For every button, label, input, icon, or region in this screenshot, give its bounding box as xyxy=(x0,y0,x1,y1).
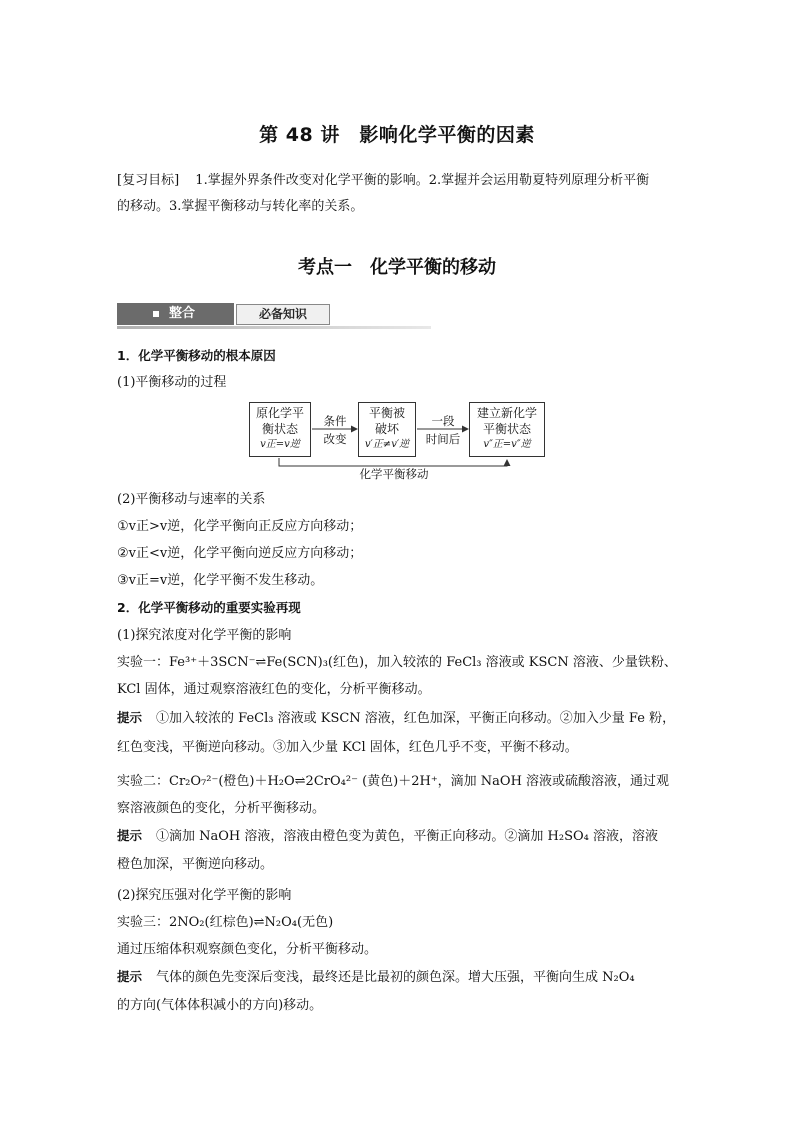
hint-2-line2: 橙色加深，平衡逆向移动。 xyxy=(117,857,274,872)
experiment-1-line2: KCl 固体，通过观察溶液红色的变化，分析平衡移动。 xyxy=(117,682,431,697)
flow-arrow2-line1: 一段 xyxy=(431,414,455,428)
flow-arrow2-line2: 时间后 xyxy=(425,432,461,446)
section-banner xyxy=(117,303,431,329)
experiment-1-line1: 实验一：Fe³⁺＋3SCN⁻⇌Fe(SCN)₃(红色)，加入较浓的 FeCl₃ 溶液或 KSCN 溶液、少量铁粉、 xyxy=(117,655,677,670)
hint-1-text1: ①加入较浓的 FeCl₃ 溶液或 KSCN 溶液，红色加深，平衡正向移动。②加入少量 Fe 粉， xyxy=(156,711,676,726)
heading-1: 1．化学平衡移动的根本原因 xyxy=(117,348,276,363)
experiment-3-line1: 实验三：2NO₂(红棕色)⇌N₂O₄(无色) xyxy=(117,915,334,930)
banner-right-label: 必备知识 xyxy=(236,304,330,325)
hint-label: 提示 xyxy=(117,828,143,843)
rate-rule-3: ③v正=v逆，化学平衡不发生移动。 xyxy=(117,573,324,588)
hint-3-text1: 气体的颜色先变深后变浅，最终还是比最初的颜色深。增大压强，平衡向生成 N₂O₄ xyxy=(156,970,635,985)
subheading-2-1: (1)探究浓度对化学平衡的影响 xyxy=(117,628,292,643)
square-bullet-icon xyxy=(153,311,159,317)
flow-box1-line3: v正=v逆 xyxy=(260,439,300,450)
experiment-3-line2: 通过压缩体积观察颜色变化，分析平衡移动。 xyxy=(117,942,378,957)
section-title: 考点一 化学平衡的移动 xyxy=(298,257,496,278)
flow-box2-line3: v′正≠v′逆 xyxy=(364,439,410,450)
hint-3-line1 xyxy=(117,967,687,988)
hint-3-line2: 的方向(气体体积减小的方向)移动。 xyxy=(117,998,323,1013)
hint-1-line1 xyxy=(117,708,687,729)
experiment-2-line2: 察溶液颜色的变化，分析平衡移动。 xyxy=(117,801,326,816)
experiment-2-line1: 实验二：Cr₂O₇²⁻(橙色)＋H₂O⇌2CrO₄²⁻ (黄色)＋2H⁺，滴加 NaOH 溶液或硫酸溶液，通过观 xyxy=(117,774,670,789)
flow-box3-line1: 建立新化学 xyxy=(476,406,537,420)
banner-underline xyxy=(117,326,431,329)
flow-box1-line1: 原化学平 xyxy=(255,406,304,420)
hint-label: 提示 xyxy=(117,710,143,725)
subheading-2-2: (2)探究压强对化学平衡的影响 xyxy=(117,888,292,903)
flow-box2-line2: 破坏 xyxy=(374,422,399,436)
flow-box3-line3: v″正=v″逆 xyxy=(483,439,531,450)
flow-label-shift: 化学平衡移动 xyxy=(359,467,429,481)
flow-box1-line2: 衡状态 xyxy=(261,422,298,436)
subheading-1-1: (1)平衡移动的过程 xyxy=(117,375,227,390)
banner-dark-tab xyxy=(117,303,234,325)
hint-2-line1 xyxy=(117,826,687,847)
banner-left-label: 整合 xyxy=(169,306,196,321)
hint-2-text1: ①滴加 NaOH 溶液，溶液由橙色变为黄色，平衡正向移动。②滴加 H₂SO₄ 溶液，溶液 xyxy=(156,829,658,844)
heading-2: 2．化学平衡移动的重要实验再现 xyxy=(117,600,301,615)
flow-box2-line1: 平衡被 xyxy=(368,406,405,420)
flow-arrow1-line2: 改变 xyxy=(323,432,347,446)
hint-1-line2: 红色变浅，平衡逆向移动。③加入少量 KCl 固体，红色几乎不变，平衡不移动。 xyxy=(117,740,578,755)
review-line-1 xyxy=(117,168,679,194)
review-line-2: 的移动。3.掌握平衡移动与转化率的关系。 xyxy=(117,199,364,214)
hint-label: 提示 xyxy=(117,969,143,984)
review-tag: [复习目标] xyxy=(117,173,180,188)
rate-rule-2: ②v正<v逆，化学平衡向逆反应方向移动； xyxy=(117,546,363,561)
equilibrium-flow-diagram xyxy=(249,402,549,482)
review-text-1: 1.掌握外界条件改变对化学平衡的影响。2.掌握并会运用勒夏特列原理分析平衡 xyxy=(195,173,650,188)
subheading-1-2: (2)平衡移动与速率的关系 xyxy=(117,492,266,507)
rate-rule-1: ①v正>v逆，化学平衡向正反应方向移动； xyxy=(117,519,363,534)
flow-box3-line2: 平衡状态 xyxy=(482,422,531,436)
flow-arrow1-line1: 条件 xyxy=(323,414,347,428)
lecture-title: 第 48 讲 影响化学平衡的因素 xyxy=(259,124,535,146)
review-objectives xyxy=(117,168,679,220)
